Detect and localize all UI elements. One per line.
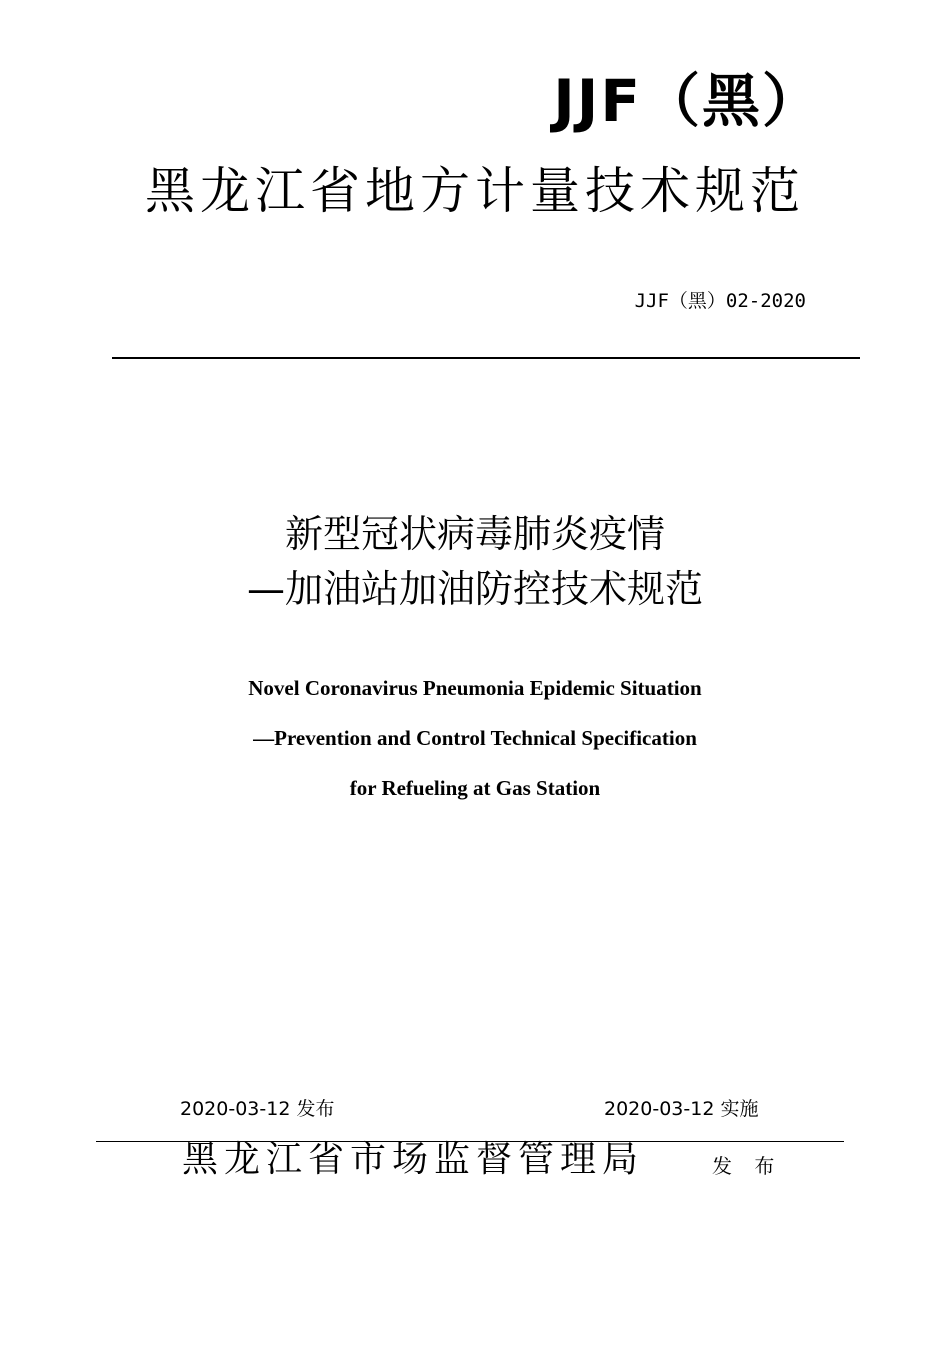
top-divider	[112, 357, 860, 359]
standard-number: JJF（黑）02-2020	[634, 290, 806, 312]
standard-class-title: 黑龙江省地方计量技术规范	[145, 162, 805, 220]
standard-code: JJF（黑）	[553, 67, 822, 135]
title-cn-line2: —加油站加油防控技术规范	[246, 567, 703, 611]
implement-date: 2020-03-12 实施	[604, 1098, 759, 1120]
title-en-line2: —Prevention and Control Technical Specification	[253, 726, 697, 750]
issue-date: 2020-03-12 发布	[180, 1098, 335, 1120]
title-en-line3: for Refueling at Gas Station	[349, 776, 601, 800]
title-cn-line1: 新型冠状病毒肺炎疫情	[284, 512, 665, 556]
issuer-suffix: 发 布	[712, 1154, 783, 1178]
issuer-name: 黑龙江省市场监督管理局	[182, 1139, 645, 1180]
title-en-line1: Novel Coronavirus Pneumonia Epidemic Situation	[248, 676, 702, 700]
